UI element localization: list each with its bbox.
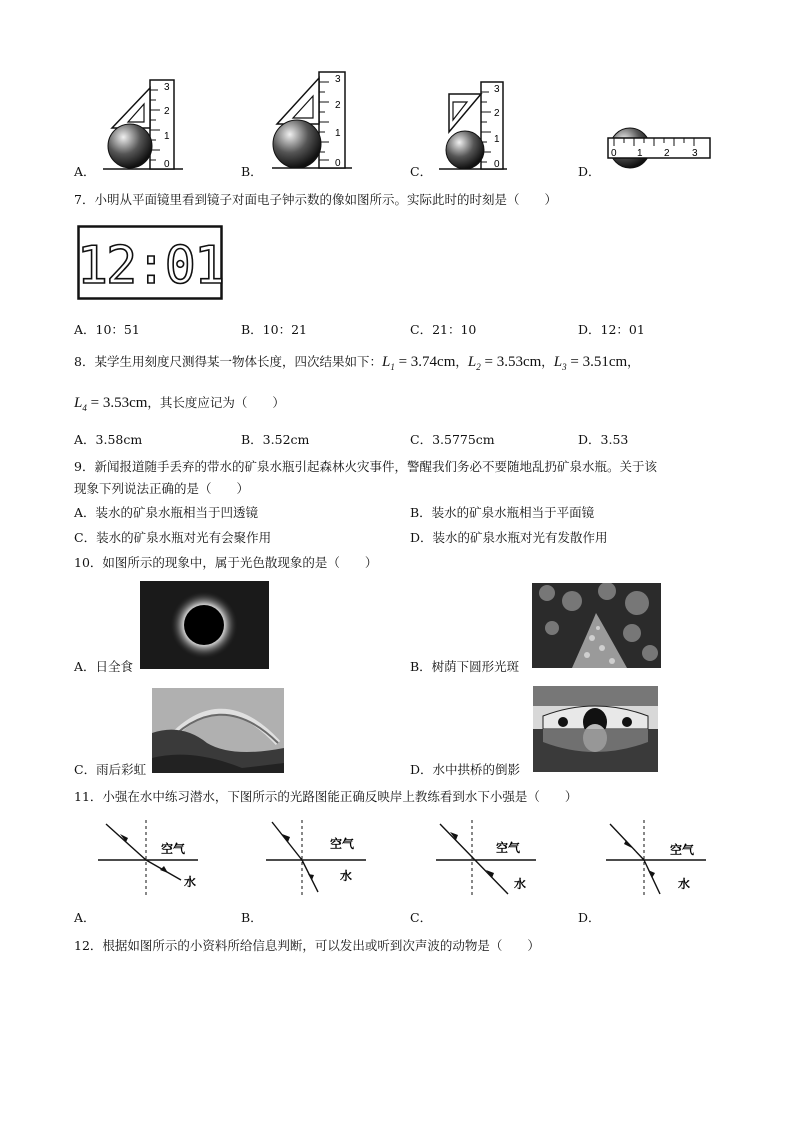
q10-option-a: A．日全食 xyxy=(74,659,134,674)
q10-option-c: C．雨后彩虹 xyxy=(74,762,147,777)
q8-option-d: D．3.53 xyxy=(578,432,629,447)
q11-option-a: A． xyxy=(74,910,96,925)
q10-photo-solar-eclipse xyxy=(140,581,269,669)
q9-option-d: D．装水的矿泉水瓶对光有发散作用 xyxy=(410,530,608,545)
q9-stem-line1: 9．新闻报道随手丢弃的带水的矿泉水瓶引起森林火灾事件，警醒我们务必不要随地乱扔矿泉水瓶。关于该 xyxy=(74,459,657,474)
ruler-mark-1: 1 xyxy=(335,128,341,139)
ruler-mark-1: 1 xyxy=(164,131,170,142)
q11-diagram-c xyxy=(434,818,539,898)
q7-option-c: C．21：10 xyxy=(410,322,477,337)
ruler-mark-2: 2 xyxy=(164,106,170,117)
q6-figure-a xyxy=(98,76,188,176)
q12-stem: 12．根据如图所示的小资料所给信息判断，可以发出或听到次声波的动物是（ ） xyxy=(74,938,540,953)
q7-option-a: A．10：51 xyxy=(74,322,140,337)
ruler-mark-2: 2 xyxy=(335,100,341,111)
q9-option-b: B．装水的矿泉水瓶相当于平面镜 xyxy=(410,505,595,520)
q6-figure-b xyxy=(267,68,357,176)
q8-stem-suffix: ，其长度应记为（ ） xyxy=(147,395,285,410)
q8-stem-prefix: 8．某学生用刻度尺测得某一物体长度，四次结果如下： xyxy=(74,354,382,369)
ruler-mark-0: 0 xyxy=(164,159,170,170)
ruler-mark-3: 3 xyxy=(494,84,500,95)
q11-option-c: C． xyxy=(410,910,433,925)
ruler-mark-3: 3 xyxy=(164,82,170,93)
q8-measurement-3: $L_3 = 3.51cm$ xyxy=(553,354,628,372)
q10-photo-rainbow xyxy=(152,688,284,773)
ruler-mark-0: 0 xyxy=(494,159,500,170)
q6-figure-d xyxy=(600,126,716,174)
q11-diagram-b xyxy=(264,818,369,898)
q8-measurement-4: $L_4 = 3.53cm$ xyxy=(74,395,148,413)
q7-digital-clock xyxy=(77,225,223,300)
q10-photo-arch-bridge xyxy=(533,686,658,772)
ruler-mark-2: 2 xyxy=(494,108,500,119)
q11-diagram-a xyxy=(96,818,201,898)
water-label: 水 xyxy=(678,877,691,891)
q11-diagram-d xyxy=(604,818,709,898)
q9-stem-line2: 现象下列说法正确的是（ ） xyxy=(74,481,250,496)
q8-stem-line2 xyxy=(74,393,285,413)
q11-stem: 11．小强在水中练习潜水，下图所示的光路图能正确反映岸上教练看到水下小强是（ ） xyxy=(74,789,578,804)
air-label: 空气 xyxy=(496,841,521,855)
q10-stem: 10．如图所示的现象中，属于光色散现象的是（ ） xyxy=(74,555,378,570)
q6-option-d-label: D． xyxy=(578,164,601,179)
q6-figure-c xyxy=(437,76,517,176)
q10-option-b: B．树荫下圆形光斑 xyxy=(410,659,520,674)
q8-measurement-1: $L_1 = 3.74cm$ xyxy=(381,354,456,372)
q7-option-b: B．10：21 xyxy=(241,322,307,337)
ruler-mark-1: 1 xyxy=(494,134,500,145)
q9-option-c: C．装水的矿泉水瓶对光有会聚作用 xyxy=(74,530,272,545)
q6-option-c-label: C． xyxy=(410,164,433,179)
ruler-mark-0: 0 xyxy=(611,148,617,159)
q7-option-d: D．12：01 xyxy=(578,322,645,337)
q6-option-b-label: B． xyxy=(241,164,263,179)
q7-stem: 7．小明从平面镜里看到镜子对面电子钟示数的像如图所示。实际此时的时刻是（ ） xyxy=(74,192,557,207)
water-label: 水 xyxy=(184,875,197,889)
q10-option-d: D．水中拱桥的倒影 xyxy=(410,762,521,777)
q8-option-c: C．3.5775cm xyxy=(410,432,495,447)
q8-stem-line1: 8．某学生用刻度尺测得某一物体长度，四次结果如下：$L_1 = 3.74cm$，$L_2 = 3.53cm$，$L_3 = 3.51cm$， xyxy=(74,354,640,372)
q10-photo-tree-shade xyxy=(532,583,661,668)
q8-measurement-2: $L_2 = 3.53cm$ xyxy=(467,354,542,372)
q9-option-a: A．装水的矿泉水瓶相当于凹透镜 xyxy=(74,505,259,520)
q11-option-b: B． xyxy=(241,910,263,925)
q8-option-b: B．3.52cm xyxy=(241,432,310,447)
ruler-mark-2: 2 xyxy=(664,148,670,159)
clock-digits: 12:01 xyxy=(76,236,224,296)
ruler-mark-0: 0 xyxy=(335,158,341,169)
air-label: 空气 xyxy=(161,842,186,856)
water-label: 水 xyxy=(514,877,527,891)
q8-option-a: A．3.58cm xyxy=(74,432,143,447)
water-label: 水 xyxy=(340,869,353,883)
air-label: 空气 xyxy=(330,837,355,851)
ruler-mark-1: 1 xyxy=(637,148,643,159)
q11-option-d: D． xyxy=(578,910,601,925)
ruler-mark-3: 3 xyxy=(335,74,341,85)
q6-option-a-label: A． xyxy=(74,164,96,179)
air-label: 空气 xyxy=(670,843,695,857)
ruler-mark-3: 3 xyxy=(692,148,698,159)
